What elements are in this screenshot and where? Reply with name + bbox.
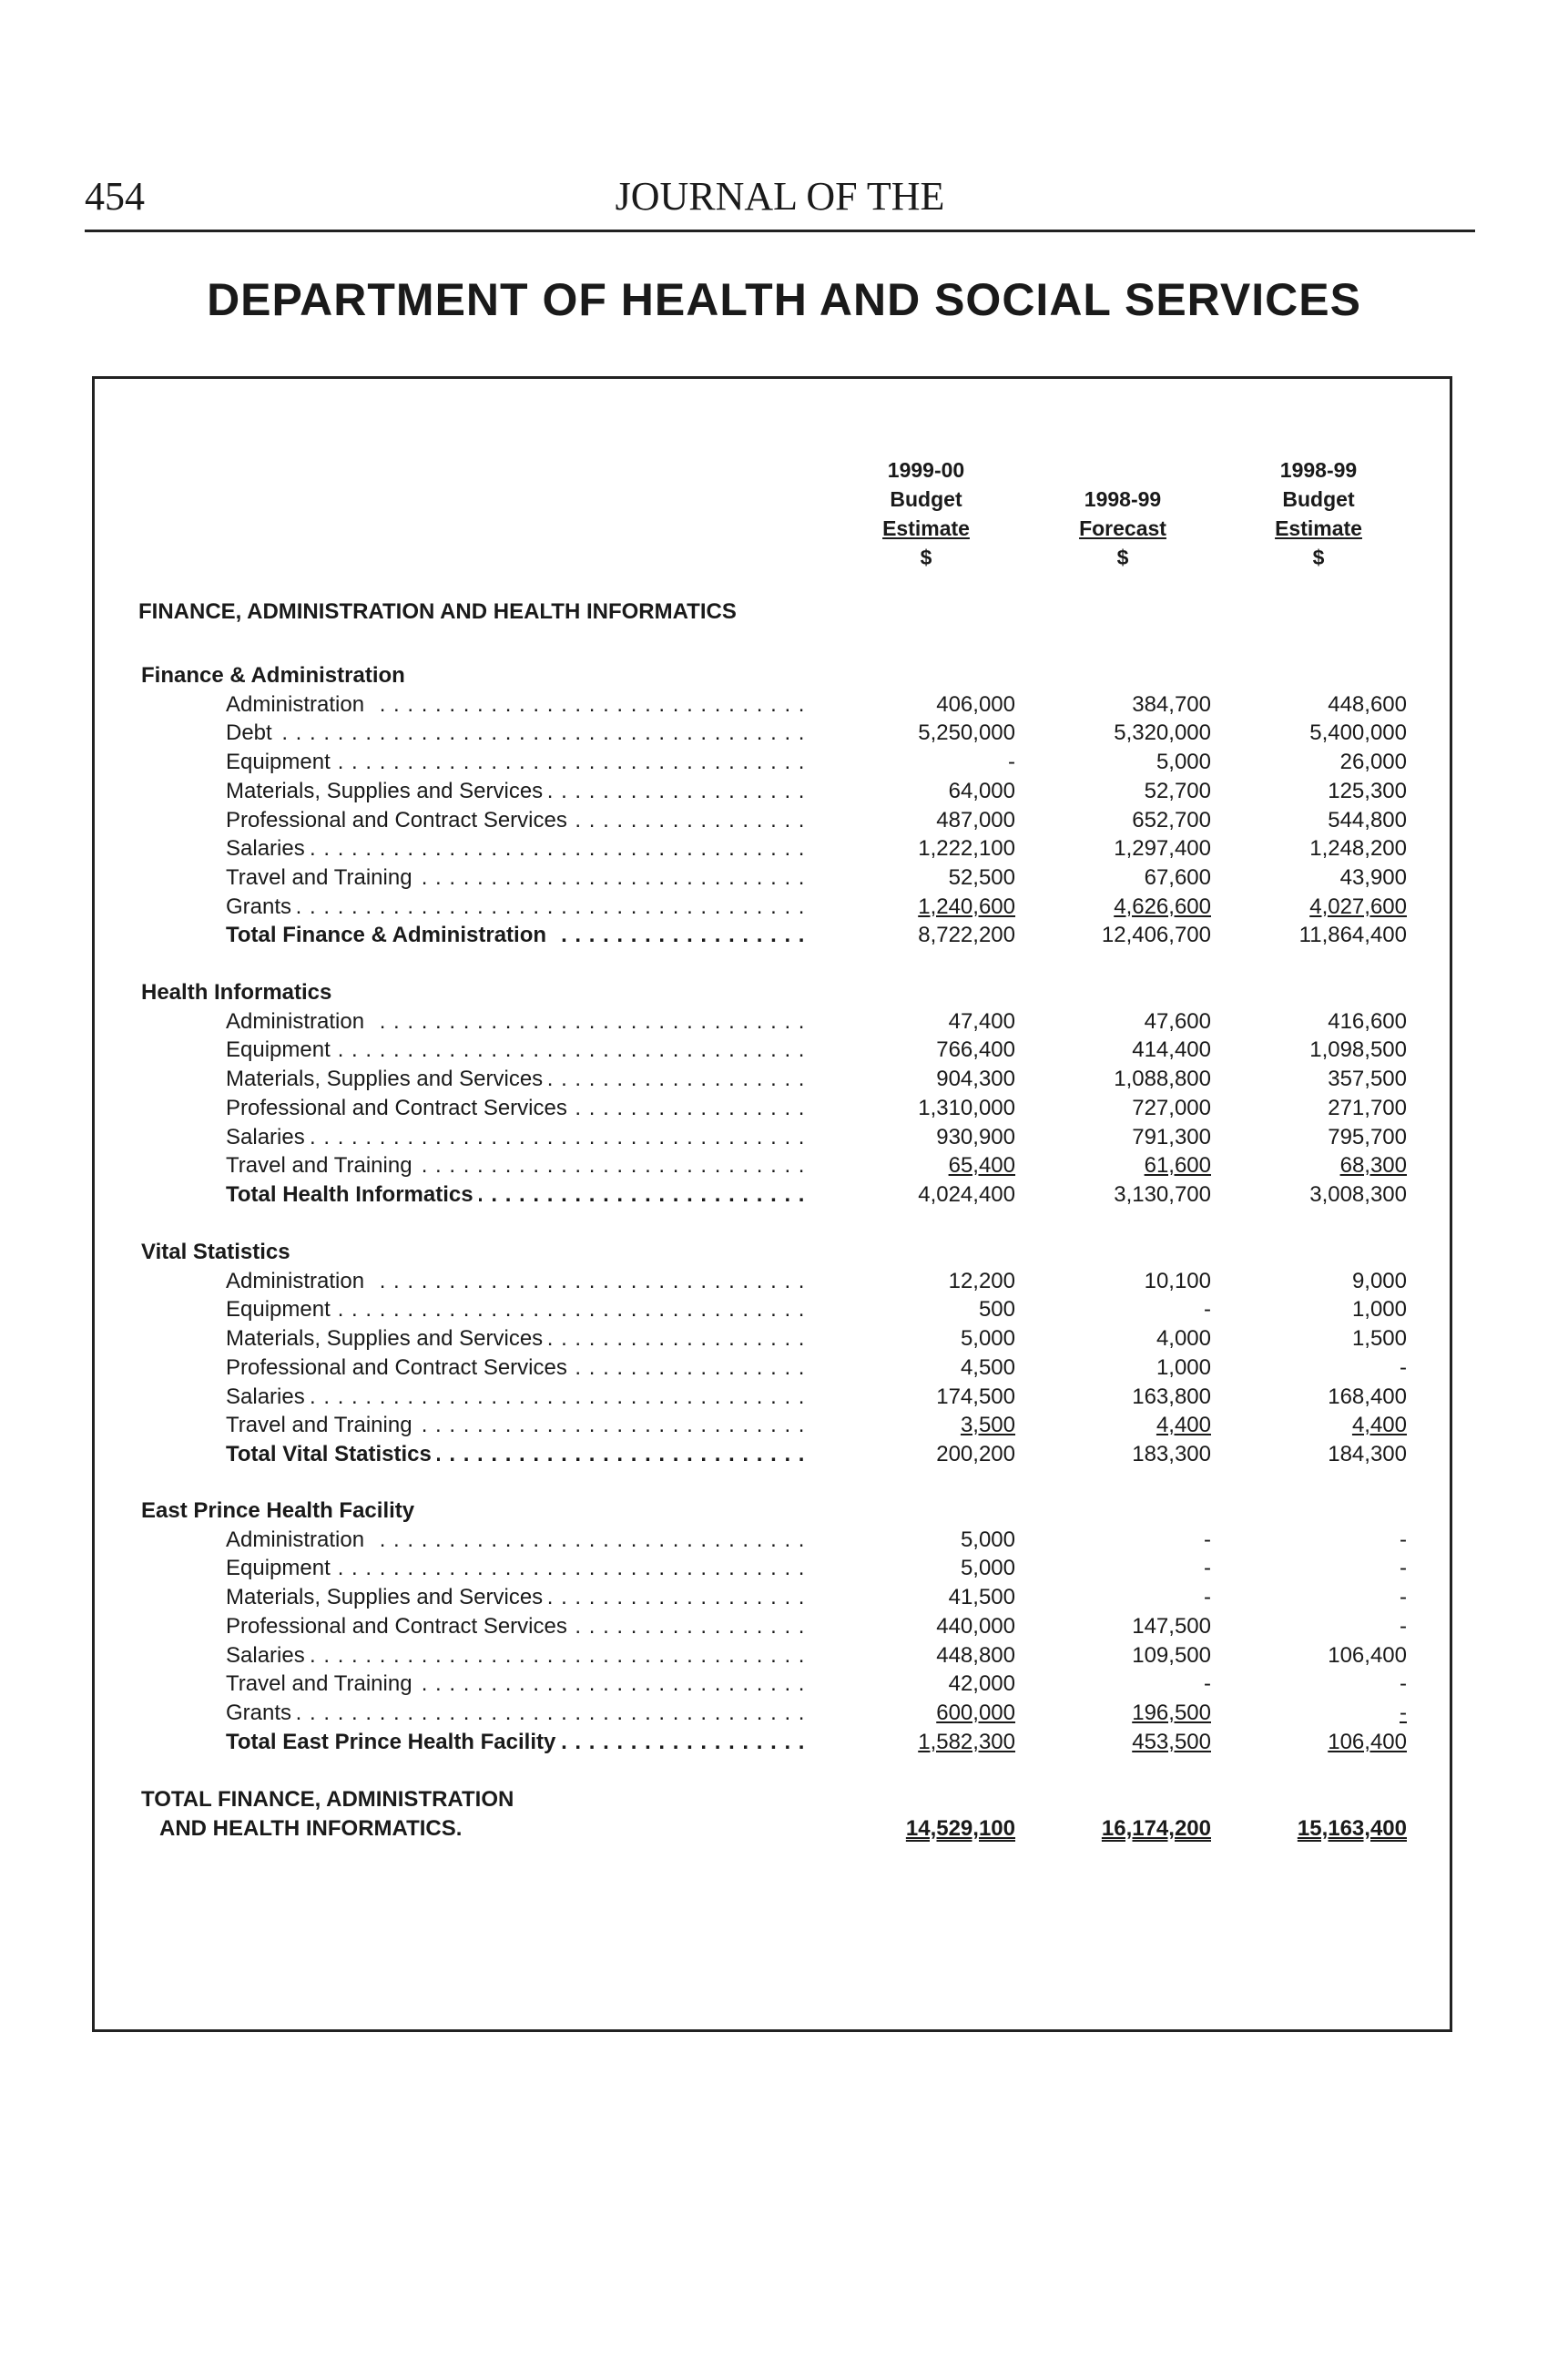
cell-value-col2: 10,100 [1144, 1269, 1211, 1293]
cell-value-col1: 5,000 [960, 1527, 1015, 1552]
table-row [0, 806, 1568, 835]
line-item-label [226, 777, 809, 806]
table-row [0, 777, 1568, 806]
cell-value-col3: 184,300 [1328, 1442, 1407, 1466]
table-row [0, 1554, 1568, 1583]
cell-value-col1: 1,240,600 [918, 894, 1015, 919]
cell-value-col3: 106,400 [1328, 1643, 1407, 1668]
line-item-label [226, 1295, 809, 1324]
label-text: Equipment [226, 1556, 336, 1580]
cell-value-col2: - [1204, 1556, 1211, 1580]
line-item-label [226, 1612, 809, 1641]
table-row [0, 893, 1568, 922]
cell-value-col1: 174,500 [936, 1384, 1015, 1409]
table-total-row [0, 1180, 1568, 1210]
cell-value-col1: 8,722,200 [918, 923, 1015, 947]
cell-value-col3: 1,000 [1351, 1297, 1407, 1322]
table-row [0, 1411, 1568, 1440]
label-text: Debt [226, 720, 278, 745]
cell-value-col1: 4,500 [960, 1355, 1015, 1380]
total-label [226, 921, 809, 950]
cell-value-col2: 67,600 [1144, 865, 1211, 890]
cell-value-col1: 65,400 [948, 1153, 1015, 1178]
cell-value-col1: 52,500 [948, 865, 1015, 890]
cell-value-col1: 41,500 [948, 1585, 1015, 1609]
cell-value-col1: 4,024,400 [918, 1182, 1015, 1207]
table-row [0, 1036, 1568, 1065]
column-header-line: Estimate [1275, 516, 1362, 540]
column-header-line: Estimate [882, 516, 970, 540]
cell-value-col1: 3,500 [960, 1413, 1015, 1437]
label-text: Travel and Training [226, 1671, 418, 1696]
table-row [0, 1383, 1568, 1412]
cell-value-col2: 183,300 [1132, 1442, 1211, 1466]
cell-value-col2: 1,000 [1156, 1355, 1211, 1380]
column-header-unit: $ [1312, 546, 1325, 569]
cell-value-col1: 904,300 [936, 1067, 1015, 1091]
table-total-row [0, 921, 1568, 950]
table-total-row [0, 1728, 1568, 1757]
cell-value-col3: 271,700 [1328, 1096, 1407, 1120]
column-header-line: 1998-99 [1084, 487, 1162, 511]
cell-value-col1: 500 [978, 1297, 1015, 1322]
cell-value-col3: 795,700 [1328, 1125, 1407, 1149]
cell-value-col2: 4,400 [1156, 1413, 1211, 1437]
cell-value-col1: 930,900 [936, 1125, 1015, 1149]
cell-value-col2: 384,700 [1132, 692, 1211, 717]
cell-value-col3: 4,027,600 [1309, 894, 1407, 919]
cell-value-col1: 200,200 [936, 1442, 1015, 1466]
cell-value-col2: - [1204, 1297, 1211, 1322]
line-item-label [226, 806, 809, 835]
cell-value-col3: 168,400 [1328, 1384, 1407, 1409]
cell-value-col3: 106,400 [1328, 1730, 1407, 1754]
line-item-label [226, 1411, 809, 1440]
label-text: Professional and Contract Services [226, 1096, 573, 1120]
table-row [0, 1670, 1568, 1699]
cell-value-col2: 453,500 [1132, 1730, 1211, 1754]
cell-value-col3: 1,098,500 [1309, 1037, 1407, 1062]
cell-value-col3: 416,600 [1328, 1009, 1407, 1034]
table-row [0, 1151, 1568, 1180]
group-heading [0, 1496, 1568, 1526]
group-heading [0, 978, 1568, 1007]
cell-value-col3: 3,008,300 [1309, 1182, 1407, 1207]
table-row [0, 1612, 1568, 1641]
cell-value-col3: - [1400, 1527, 1407, 1552]
group-heading [0, 661, 1568, 690]
table-row [0, 1267, 1568, 1296]
cell-value-col3: - [1400, 1585, 1407, 1609]
group-heading-label: Health Informatics [141, 980, 332, 1005]
line-item-label [226, 863, 809, 893]
cell-value-col3: - [1400, 1355, 1407, 1380]
table-row [0, 1065, 1568, 1094]
journal-title: JOURNAL OF THE [615, 174, 945, 219]
column-header-forecast-1998-99 [1041, 455, 1205, 572]
table-row [0, 719, 1568, 748]
line-item-label [226, 1036, 809, 1065]
cell-value-col2: 5,320,000 [1114, 720, 1211, 745]
column-header-unit: $ [920, 546, 932, 569]
cell-value-col1: - [1008, 750, 1015, 774]
label-text: Grants [226, 1701, 297, 1725]
cell-value-col3: - [1400, 1701, 1407, 1725]
cell-value-col3: 26,000 [1339, 750, 1407, 774]
label-text: Total Finance & Administration [226, 923, 552, 947]
table-row [0, 748, 1568, 777]
line-item-label [226, 893, 809, 922]
label-text: Materials, Supplies and Services [226, 1585, 548, 1609]
column-header-line: Budget [1282, 487, 1355, 511]
label-text: Administration [226, 1269, 370, 1293]
cell-value-col3: 5,400,000 [1309, 720, 1407, 745]
cell-value-col1: 487,000 [936, 808, 1015, 832]
line-item-label [226, 1526, 809, 1555]
cell-value-col1: 448,800 [936, 1643, 1015, 1668]
line-item-label [226, 1123, 809, 1152]
table-row [0, 1295, 1568, 1324]
cell-value-col2: - [1204, 1527, 1211, 1552]
table-row [0, 1353, 1568, 1383]
cell-value-col1: 64,000 [948, 779, 1015, 803]
cell-value-col2: 61,600 [1144, 1153, 1211, 1178]
line-item-label [226, 1267, 809, 1296]
label-text: Total East Prince Health Facility [226, 1730, 561, 1754]
cell-value-col2: 12,406,700 [1101, 923, 1211, 947]
table-row [0, 834, 1568, 863]
total-label [226, 1440, 809, 1469]
line-item-label [226, 1670, 809, 1699]
cell-value-col3: 11,864,400 [1298, 923, 1407, 947]
cell-value-col2: 1,297,400 [1114, 836, 1211, 861]
label-text: Professional and Contract Services [226, 1355, 573, 1380]
line-item-label [226, 719, 809, 748]
grand-total-value-forecast-1998-99: 16,174,200 [1101, 1816, 1211, 1841]
cell-value-col2: 414,400 [1132, 1037, 1211, 1062]
table-row [0, 1007, 1568, 1037]
label-text: Travel and Training [226, 865, 418, 890]
label-text: Equipment [226, 1037, 336, 1062]
table-total-row [0, 1440, 1568, 1469]
column-header-line: Budget [890, 487, 962, 511]
section-heading: FINANCE, ADMINISTRATION AND HEALTH INFORMATICS [138, 599, 737, 624]
column-header-line [1041, 455, 1205, 485]
line-item-label [226, 834, 809, 863]
grand-total-value-budget-1998-99: 15,163,400 [1297, 1816, 1407, 1841]
cell-value-col3: - [1400, 1671, 1407, 1696]
table-row [0, 1641, 1568, 1670]
label-text: Salaries [226, 836, 311, 861]
label-text: Professional and Contract Services [226, 808, 573, 832]
group-heading [0, 1238, 1568, 1267]
cell-value-col1: 5,250,000 [918, 720, 1015, 745]
cell-value-col2: 196,500 [1132, 1701, 1211, 1725]
page-number: 454 [85, 174, 145, 219]
label-text: Salaries [226, 1125, 311, 1149]
column-header-unit: $ [1116, 546, 1129, 569]
cell-value-col3: 4,400 [1351, 1413, 1407, 1437]
line-item-label [226, 1151, 809, 1180]
label-text: Salaries [226, 1643, 311, 1668]
cell-value-col1: 1,222,100 [918, 836, 1015, 861]
line-item-label [226, 1094, 809, 1123]
cell-value-col2: - [1204, 1671, 1211, 1696]
label-text: Materials, Supplies and Services [226, 1326, 548, 1351]
cell-value-col3: 448,600 [1328, 692, 1407, 717]
cell-value-col3: 125,300 [1328, 779, 1407, 803]
total-label [226, 1728, 809, 1757]
cell-value-col1: 42,000 [948, 1671, 1015, 1696]
cell-value-col1: 440,000 [936, 1614, 1015, 1639]
column-header-line: 1999-00 [887, 458, 965, 482]
cell-value-col2: 5,000 [1156, 750, 1211, 774]
department-title: DEPARTMENT OF HEALTH AND SOCIAL SERVICES [207, 274, 1361, 325]
label-text: Travel and Training [226, 1413, 418, 1437]
grand-total-label-line1: TOTAL FINANCE, ADMINISTRATION [141, 1787, 514, 1812]
column-header-line: 1998-99 [1279, 458, 1358, 482]
cell-value-col3: - [1400, 1614, 1407, 1639]
table-row [0, 1583, 1568, 1612]
line-item-label [226, 690, 809, 720]
label-text: Total Health Informatics [226, 1182, 479, 1207]
running-header [85, 173, 1475, 232]
cell-value-col3: 544,800 [1328, 808, 1407, 832]
label-text: Total Vital Statistics [226, 1442, 437, 1466]
cell-value-col2: 791,300 [1132, 1125, 1211, 1149]
label-text: Equipment [226, 750, 336, 774]
cell-value-col2: - [1204, 1585, 1211, 1609]
group-heading-label: East Prince Health Facility [141, 1498, 415, 1523]
line-item-label [226, 1065, 809, 1094]
group-heading-label: Vital Statistics [141, 1240, 290, 1264]
cell-value-col2: 52,700 [1144, 779, 1211, 803]
column-header-line: Forecast [1079, 516, 1166, 540]
cell-value-col1: 406,000 [936, 692, 1015, 717]
cell-value-col1: 5,000 [960, 1556, 1015, 1580]
label-text: Administration [226, 1527, 370, 1552]
line-item-label [226, 1324, 809, 1353]
table-row [0, 1123, 1568, 1152]
cell-value-col3: - [1400, 1556, 1407, 1580]
cell-value-col1: 1,582,300 [918, 1730, 1015, 1754]
grand-total-label-line2: AND HEALTH INFORMATICS. [159, 1816, 463, 1841]
cell-value-col2: 4,626,600 [1114, 894, 1211, 919]
cell-value-col2: 163,800 [1132, 1384, 1211, 1409]
cell-value-col1: 766,400 [936, 1037, 1015, 1062]
cell-value-col3: 9,000 [1351, 1269, 1407, 1293]
line-item-label [226, 1007, 809, 1037]
grand-total-value-budget-1999-00: 14,529,100 [905, 1816, 1015, 1841]
cell-value-col2: 3,130,700 [1114, 1182, 1211, 1207]
table-row [0, 1526, 1568, 1555]
line-item-label [226, 748, 809, 777]
cell-value-col1: 12,200 [948, 1269, 1015, 1293]
line-item-label [226, 1554, 809, 1583]
label-text: Equipment [226, 1297, 336, 1322]
label-text: Travel and Training [226, 1153, 418, 1178]
cell-value-col3: 357,500 [1328, 1067, 1407, 1091]
cell-value-col3: 68,300 [1339, 1153, 1407, 1178]
table-row [0, 690, 1568, 720]
cell-value-col1: 1,310,000 [918, 1096, 1015, 1120]
cell-value-col2: 109,500 [1132, 1643, 1211, 1668]
line-item-label [226, 1699, 809, 1728]
total-label [226, 1180, 809, 1210]
cell-value-col2: 4,000 [1156, 1326, 1211, 1351]
cell-value-col3: 43,900 [1339, 865, 1407, 890]
cell-value-col3: 1,248,200 [1309, 836, 1407, 861]
table-row [0, 1324, 1568, 1353]
label-text: Materials, Supplies and Services [226, 779, 548, 803]
label-text: Salaries [226, 1384, 311, 1409]
cell-value-col3: 1,500 [1351, 1326, 1407, 1351]
table-row [0, 1699, 1568, 1728]
line-item-label [226, 1641, 809, 1670]
table-row [0, 863, 1568, 893]
cell-value-col2: 47,600 [1144, 1009, 1211, 1034]
cell-value-col2: 147,500 [1132, 1614, 1211, 1639]
table-row [0, 1094, 1568, 1123]
label-text: Materials, Supplies and Services [226, 1067, 548, 1091]
label-text: Grants [226, 894, 297, 919]
line-item-label [226, 1383, 809, 1412]
column-header-budget-estimate-1998-99 [1237, 455, 1400, 572]
group-heading-label: Finance & Administration [141, 663, 405, 688]
cell-value-col1: 47,400 [948, 1009, 1015, 1034]
cell-value-col1: 5,000 [960, 1326, 1015, 1351]
line-item-label [226, 1353, 809, 1383]
column-header-budget-estimate-1999-00 [844, 455, 1008, 572]
cell-value-col2: 1,088,800 [1114, 1067, 1211, 1091]
cell-value-col2: 727,000 [1132, 1096, 1211, 1120]
label-text: Administration [226, 692, 370, 717]
label-text: Administration [226, 1009, 370, 1034]
line-item-label [226, 1583, 809, 1612]
cell-value-col2: 652,700 [1132, 808, 1211, 832]
cell-value-col1: 600,000 [936, 1701, 1015, 1725]
label-text: Professional and Contract Services [226, 1614, 573, 1639]
